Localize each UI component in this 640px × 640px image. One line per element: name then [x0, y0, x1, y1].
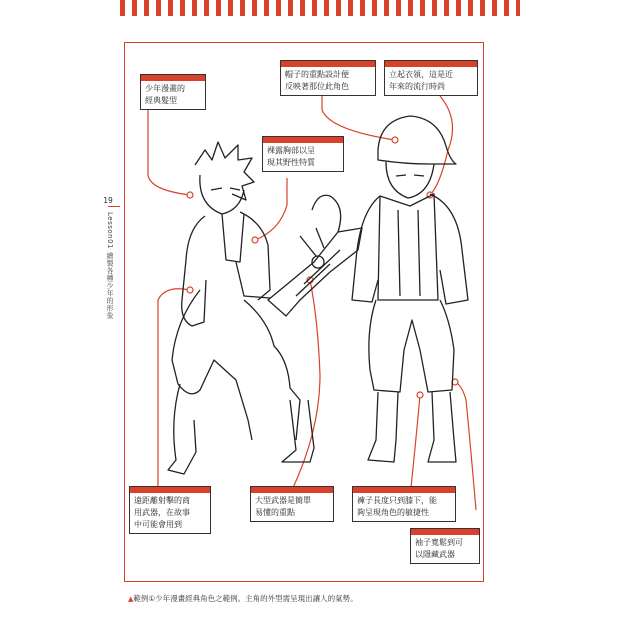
caption-triangle-icon: ▲ — [128, 595, 134, 603]
leader-sleeve — [455, 382, 476, 510]
right-boot-left — [368, 392, 398, 462]
callout-bar — [130, 487, 210, 493]
callout-long-range-weapon — [129, 486, 211, 534]
figure-caption — [128, 593, 508, 604]
callout-text-line: 裸露胸部以呈 — [267, 146, 315, 155]
left-jacket — [182, 216, 206, 326]
callout-text-line: 易懂的重點 — [255, 508, 295, 517]
callout-text-line: 用武器，在故事 — [134, 508, 190, 517]
callout-text-line: 遠距離射擊的商 — [134, 496, 190, 505]
callout-hat-emphasis — [280, 60, 376, 96]
callout-bar — [281, 61, 375, 67]
leader-pants — [410, 395, 420, 497]
callout-collar-trend — [384, 60, 478, 96]
leader-chest — [255, 178, 287, 240]
callout-text-line: 褲子長度只到膝下，能 — [357, 496, 437, 505]
right-pants — [369, 300, 454, 392]
right-boot-right — [428, 392, 456, 462]
callout-text-line: 中可能會用到 — [134, 520, 182, 529]
right-jacket — [352, 196, 380, 302]
right-cap — [378, 116, 456, 164]
right-character — [352, 116, 468, 462]
callout-pants-length — [352, 486, 456, 522]
callout-text-line: 帽子的重點設計便 — [285, 70, 349, 79]
left-hair — [195, 142, 254, 200]
callout-text-line: 年來的流行時尚 — [389, 82, 445, 91]
callout-text-line: 夠呈現角色的敏捷性 — [357, 508, 429, 517]
callout-hidden-weapon — [410, 528, 480, 564]
callout-text-line: 少年漫畫的 — [145, 84, 185, 93]
leader-weapon — [292, 280, 320, 490]
caption-text: 範例①少年漫畫經典角色之範例。主角的外型需呈現出讓人的氣勢。 — [133, 594, 358, 603]
callout-text-line: 經典髮型 — [145, 96, 177, 105]
chapter-title: Lesson01 繪製各種少年的形象 — [106, 212, 114, 320]
callout-classic-hair — [140, 74, 206, 110]
callout-bar — [385, 61, 477, 67]
leader-collar — [430, 96, 453, 195]
leader-dots — [187, 137, 458, 398]
callout-bar — [141, 75, 205, 81]
callout-large-weapon — [250, 486, 334, 522]
callout-bar — [263, 137, 343, 143]
left-face — [200, 175, 244, 214]
callout-text-line: 現其野性特質 — [267, 158, 315, 167]
callout-text-line: 大型武器是簡單 — [255, 496, 311, 505]
callout-bar — [411, 529, 479, 535]
callout-limb-feature — [262, 136, 344, 172]
leader-hat — [322, 95, 395, 140]
left-boot-right — [282, 400, 314, 462]
leader-hair — [148, 102, 190, 195]
left-pants — [172, 290, 252, 440]
callout-bar — [251, 487, 333, 493]
page-number: 19 — [103, 196, 113, 205]
left-boot-left — [168, 384, 196, 474]
callout-text-line: 反映著那位此角色 — [285, 82, 349, 91]
callout-text-line: 以隱藏武器 — [415, 550, 455, 559]
right-face — [386, 162, 434, 198]
callout-text-line: 立起衣領，這是近 — [389, 70, 453, 79]
callout-text-line: 袖子寬鬆到可 — [415, 538, 463, 547]
big-weapon — [268, 195, 362, 316]
callout-bar — [353, 487, 455, 493]
